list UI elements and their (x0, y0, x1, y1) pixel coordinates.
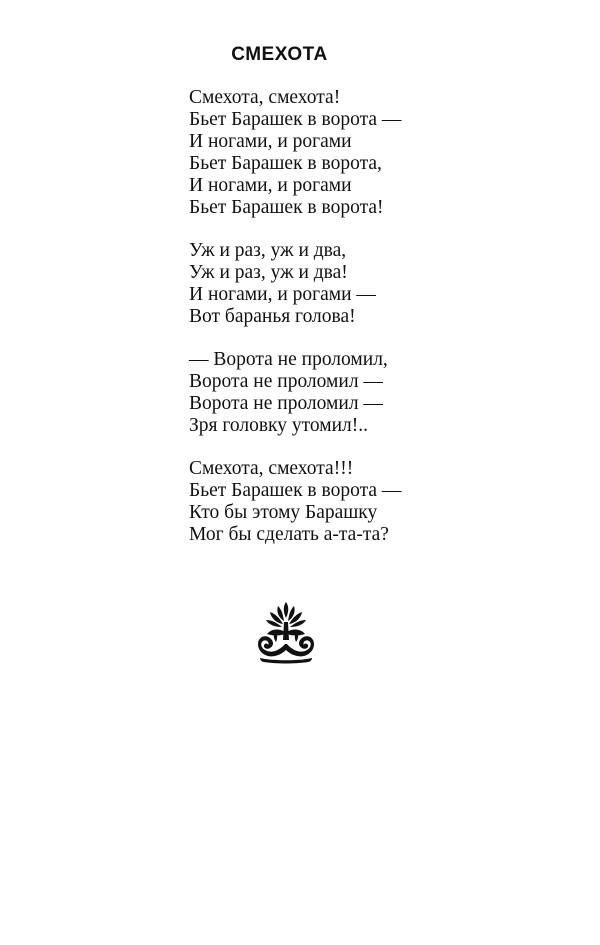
poem-line: Уж и раз, уж и два! (189, 262, 348, 283)
poem-line: Бьет Барашек в ворота! (189, 197, 384, 218)
poem-line: Ворота не проломил — (189, 393, 383, 414)
poem-line: Кто бы этому Барашку (189, 502, 378, 523)
poem-line: — Ворота не проломил, (189, 349, 388, 370)
floral-ornament-icon (252, 598, 320, 664)
poem-line: И ногами, и рогами (189, 131, 352, 152)
stanza-3 (189, 349, 569, 437)
stanza-2 (189, 240, 569, 328)
poem-line: Бьет Барашек в ворота — (189, 480, 402, 501)
poem-line: Бьет Барашек в ворота — (189, 109, 402, 130)
stanza-4 (189, 458, 569, 546)
poem-line: Уж и раз, уж и два, (189, 240, 347, 261)
poem-title: СМЕХОТА (231, 44, 328, 65)
poem-line: Мог бы сделать а-та-та? (189, 524, 389, 545)
stanza-1 (189, 87, 569, 219)
poem-line: Ворота не проломил — (189, 371, 383, 392)
poem-line: Смехота, смехота! (189, 87, 341, 108)
poem-body (189, 87, 569, 567)
poem-line: И ногами, и рогами — (189, 284, 376, 305)
poem-line: Зря головку утомил!.. (189, 415, 369, 436)
poem-line: Вот баранья голова! (189, 306, 356, 327)
poem-line: И ногами, и рогами (189, 175, 352, 196)
poem-line: Смехота, смехота!!! (189, 458, 354, 479)
poem-line: Бьет Барашек в ворота, (189, 153, 382, 174)
